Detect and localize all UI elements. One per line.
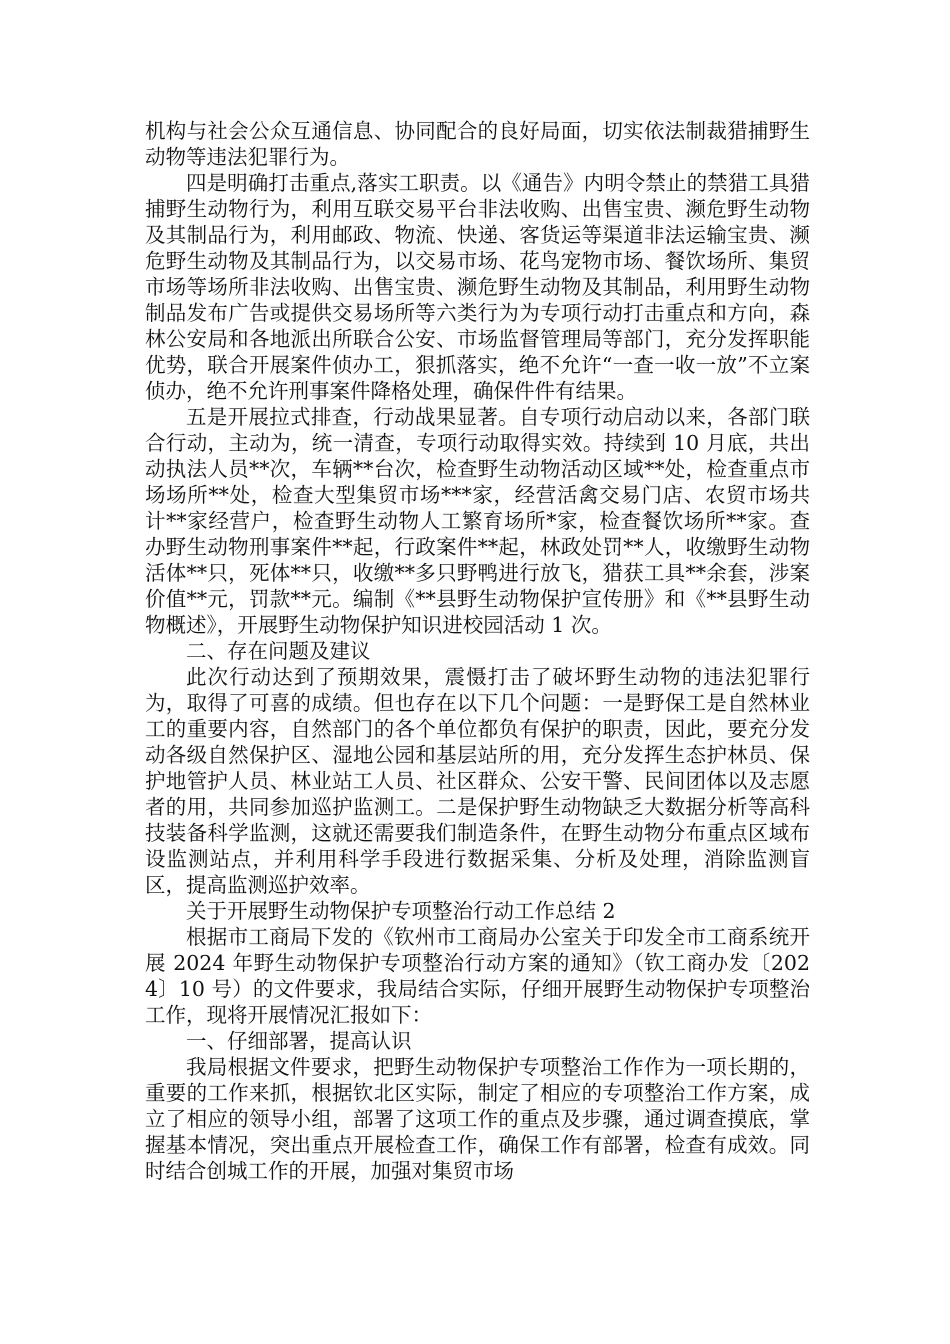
paragraph-deploy: 我局根据文件要求，把野生动物保护专项整治工作作为一项长期的，重要的工作来抓，根据钦北区实际，制定了相应的专项整治工作方案，成立了相应的领导小组，部署了这项工作的重点及步骤，通过调查摸底，掌握基本情况，突出重点开展检查工作，确保工作有部署，检查有成效。同时结合创城工作的开展，加强对集贸市场 — [145, 1055, 810, 1183]
paragraph-point-five: 五是开展拉式排查，行动战果显著。自专项行动启动以来，各部门联合行动，主动为，统一清查，专项行动取得实效。持续到 10 月底，共出动执法人员**次，车辆**台次，检查野生动物活动区域**处，检查重点市场场所**处，检查大型集贸市场***家，经营活禽交易门店、农贸市场共计**家经营户，检查野生动物人工繁育场所*家，检查餐饮场所**家。查办野生动物刑事案件**起，行政案件**起，林政处罚**人，收缴野生动物活体**只，死体**只，收缴**多只野鸭进行放飞，猎获工具**余套，涉案价值**元，罚款**元。编制《**县野生动物保护宣传册》和《**县野生动物概述》，开展野生动物保护知识进校园活动 1 次。 — [145, 405, 810, 637]
paragraph-intro: 根据市工商局下发的《钦州市工商局办公室关于印发全市工商系统开展 2024 年野生动物保护专项整治行动方案的通知》（钦工商办发〔2024〕10 号）的文件要求，我局结合实际，仔细开展野生动物保护专项整治工作，现将开展情况汇报如下： — [145, 925, 810, 1027]
paragraph-continuation: 机构与社会公众互通信息、协同配合的良好局面，切实依法制裁猎捕野生动物等违法犯罪行为。 — [145, 119, 810, 169]
paragraph-point-four: 四是明确打击重点,落实工职责。以《通告》内明令禁止的禁猎工具猎捕野生动物行为，利用互联交易平台非法收购、出售宝贵、濒危野生动物及其制品行为，利用邮政、物流、快递、客货运等渠道非法运输宝贵、濒危野生动物及其制品行为，以交易市场、花鸟宠物市场、餐饮场所、集贸市场等场所非法收购、出售宝贵、濒危野生动物及其制品，利用野生动物制品发布广告或提供交易场所等六类行为为专项行动打击重点和方向，森林公安局和各地派出所联合公安、市场监督管理局等部门，充分发挥职能优势，联合开展案件侦办工，狠抓落实，绝不允许“一查一收一放”不立案侦办，绝不允许刑事案件降格处理，确保件件有结果。 — [145, 171, 810, 403]
section-heading-problems: 二、存在问题及建议 — [186, 639, 371, 663]
section-heading-deploy: 一、仔细部署，提高认识 — [186, 1029, 412, 1053]
document-subtitle: 关于开展野生动物保护专项整治行动工作总结 2 — [186, 899, 616, 923]
document-body — [145, 118, 810, 1184]
paragraph-problems: 此次行动达到了预期效果，震慑打击了破坏野生动物的违法犯罪行为，取得了可喜的成绩。但也存在以下几个问题：一是野保工是自然林业工的重要内容，自然部门的各个单位都负有保护的职责，因此，要充分发动各级自然保护区、湿地公园和基层站所的用，充分发挥生态护林员、保护地管护人员、林业站工人员、社区群众、公安干警、民间团体以及志愿者的用，共同参加巡护监测工。二是保护野生动物缺乏大数据分析等高科技装备科学监测，这就还需要我们制造条件，在野生动物分布重点区域布设监测站点，并利用科学手段进行数据采集、分析及处理，消除监测盲区，提高监测巡护效率。 — [145, 665, 810, 897]
